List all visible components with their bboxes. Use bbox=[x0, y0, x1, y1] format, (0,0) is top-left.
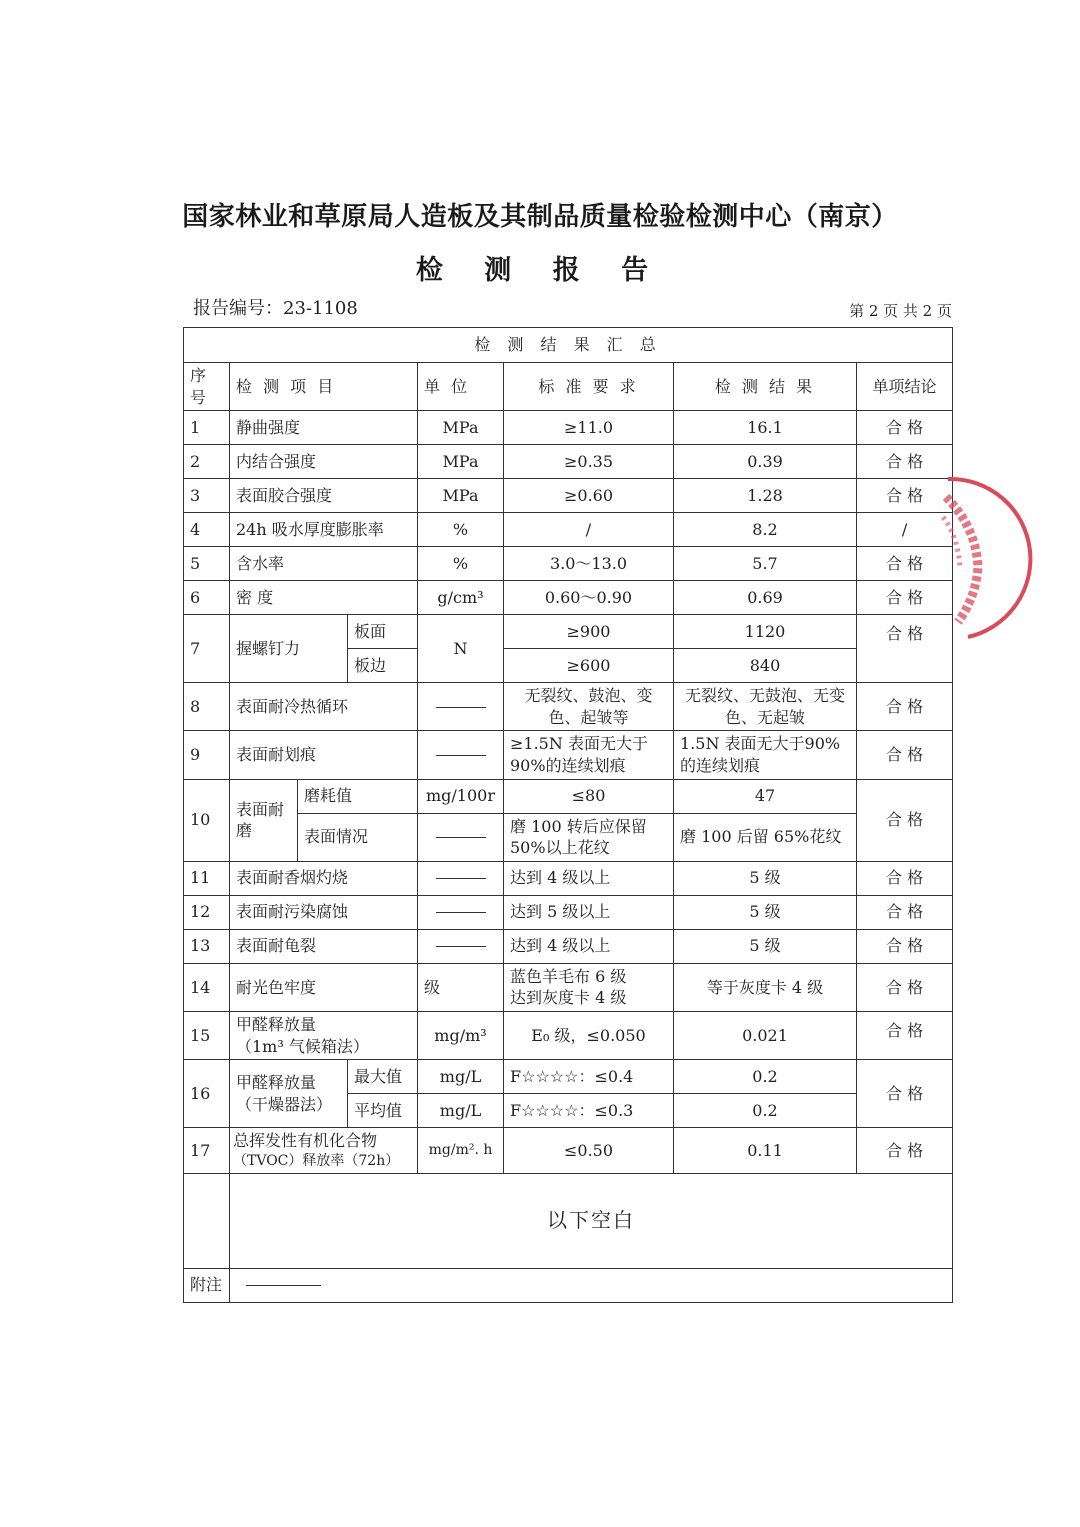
row-requirement: 3.0～13.0 bbox=[504, 547, 674, 581]
row-conclusion: 合 格 bbox=[857, 1011, 953, 1059]
row-requirement: ≥600 bbox=[504, 649, 674, 683]
row-conclusion: / bbox=[857, 513, 953, 547]
row-no: 1 bbox=[184, 411, 230, 445]
row-result: 1.28 bbox=[674, 479, 857, 513]
row-conclusion: 合 格 bbox=[857, 861, 953, 895]
row-no: 8 bbox=[184, 683, 230, 731]
row-unit bbox=[418, 929, 504, 963]
row-item: 表面耐冷热循环 bbox=[230, 683, 418, 731]
row-unit: g/cm³ bbox=[418, 581, 504, 615]
col-header-unit: 单 位 bbox=[418, 363, 504, 411]
item-line-2: （TVOC）释放率（72h） bbox=[233, 1152, 400, 1169]
row-subitem: 磨耗值 bbox=[298, 779, 418, 813]
row-requirement: 达到 4 级以上 bbox=[504, 861, 674, 895]
row-conclusion: 合 格 bbox=[857, 779, 953, 861]
row-result: 0.39 bbox=[674, 445, 857, 479]
row-conclusion: 合 格 bbox=[857, 929, 953, 963]
doc-title: 检 测 报 告 bbox=[415, 255, 665, 286]
row-conclusion: 合 格 bbox=[857, 411, 953, 445]
table-row bbox=[184, 929, 953, 963]
row-unit: 级 bbox=[418, 963, 504, 1011]
table-row bbox=[184, 445, 953, 479]
blank-row bbox=[184, 1173, 953, 1268]
blank-cell bbox=[184, 1173, 230, 1268]
row-item: 表面耐划痕 bbox=[230, 731, 418, 779]
col-header-result: 检 测 结 果 bbox=[674, 363, 857, 411]
row-result: 5 级 bbox=[674, 929, 857, 963]
row-no: 11 bbox=[184, 861, 230, 895]
report-number: 报告编号：23-1108 bbox=[193, 298, 358, 319]
note-label: 附注 bbox=[184, 1268, 230, 1302]
row-item: 表面耐龟裂 bbox=[230, 929, 418, 963]
row-requirement: ≤80 bbox=[504, 779, 674, 813]
row-unit: MPa bbox=[418, 479, 504, 513]
row-requirement: E₀ 级，≤0.050 bbox=[504, 1011, 674, 1059]
row-result: 16.1 bbox=[674, 411, 857, 445]
row-no: 6 bbox=[184, 581, 230, 615]
item-line-1: 甲醛释放量 bbox=[236, 1014, 317, 1034]
row-unit bbox=[418, 813, 504, 861]
col-header-conclusion: 单项结论 bbox=[857, 363, 953, 411]
requirement-line-1: 蓝色羊毛布 6 级 bbox=[510, 966, 627, 986]
dash-line bbox=[436, 946, 486, 947]
row-unit: mg/L bbox=[418, 1094, 504, 1128]
row-result: 1.5N 表面无大于90%的连续划痕 bbox=[674, 731, 857, 779]
table-row bbox=[184, 1011, 953, 1059]
table-header-row bbox=[184, 363, 953, 411]
row-no: 14 bbox=[184, 963, 230, 1011]
row-requirement: ≤0.50 bbox=[504, 1128, 674, 1173]
table-row bbox=[184, 731, 953, 779]
row-unit: mg/100r bbox=[418, 779, 504, 813]
row-requirement: 无裂纹、鼓泡、变色、起皱等 bbox=[504, 683, 674, 731]
dash-line bbox=[436, 837, 486, 838]
table-caption: 检 测 结 果 汇 总 bbox=[184, 328, 953, 363]
table-row bbox=[184, 963, 953, 1011]
row-unit: % bbox=[418, 547, 504, 581]
table-row bbox=[184, 1060, 953, 1094]
row-item: 内结合强度 bbox=[230, 445, 418, 479]
row-no: 5 bbox=[184, 547, 230, 581]
row-requirement: 达到 5 级以上 bbox=[504, 895, 674, 929]
table-row bbox=[184, 547, 953, 581]
row-requirement: ≥11.0 bbox=[504, 411, 674, 445]
row-item: 表面胶合强度 bbox=[230, 479, 418, 513]
row-result: 0.11 bbox=[674, 1128, 857, 1173]
col-header-no: 序号 bbox=[184, 363, 230, 411]
table-row bbox=[184, 1128, 953, 1173]
row-no: 15 bbox=[184, 1011, 230, 1059]
row-result: 0.69 bbox=[674, 581, 857, 615]
table-row bbox=[184, 513, 953, 547]
results-table bbox=[183, 327, 953, 1303]
row-item: 表面耐磨 bbox=[230, 779, 298, 861]
row-result: 无裂纹、无鼓泡、无变色、无起皱 bbox=[674, 683, 857, 731]
table-row bbox=[184, 779, 953, 813]
row-requirement: 磨 100 转后应保留50%以上花纹 bbox=[504, 813, 674, 861]
col-header-requirement: 标 准 要 求 bbox=[504, 363, 674, 411]
row-requirement: ≥0.35 bbox=[504, 445, 674, 479]
row-requirement: ≥0.60 bbox=[504, 479, 674, 513]
note-row bbox=[184, 1268, 953, 1302]
item-line-2: （1m³ 气候箱法） bbox=[236, 1036, 369, 1056]
row-item: 密 度 bbox=[230, 581, 418, 615]
item-line-1: 甲醛释放量 bbox=[236, 1073, 317, 1093]
row-result: 5 级 bbox=[674, 895, 857, 929]
row-subitem: 板边 bbox=[348, 649, 418, 683]
row-unit: MPa bbox=[418, 411, 504, 445]
table-row bbox=[184, 479, 953, 513]
row-item: 握螺钉力 bbox=[230, 615, 348, 683]
row-conclusion: 合 格 bbox=[857, 581, 953, 615]
dash-line bbox=[436, 878, 486, 879]
dash-line bbox=[436, 755, 486, 756]
row-unit bbox=[418, 731, 504, 779]
row-item: 24h 吸水厚度膨胀率 bbox=[230, 513, 418, 547]
row-no: 4 bbox=[184, 513, 230, 547]
table-row bbox=[184, 813, 953, 861]
row-requirement: F☆☆☆☆：≤0.3 bbox=[504, 1094, 674, 1128]
row-result: 840 bbox=[674, 649, 857, 683]
row-no: 16 bbox=[184, 1060, 230, 1128]
row-conclusion: 合 格 bbox=[857, 963, 953, 1011]
note-value bbox=[230, 1268, 953, 1302]
row-no: 10 bbox=[184, 779, 230, 861]
row-result: 磨 100 后留 65%花纹 bbox=[674, 813, 857, 861]
row-requirement: ≥1.5N 表面无大于90%的连续划痕 bbox=[504, 731, 674, 779]
page-number: 第 2 页 共 2 页 bbox=[849, 302, 952, 320]
row-result: 47 bbox=[674, 779, 857, 813]
row-requirement: 达到 4 级以上 bbox=[504, 929, 674, 963]
table-row bbox=[184, 861, 953, 895]
row-item: 表面耐香烟灼烧 bbox=[230, 861, 418, 895]
item-line-1: 总挥发性有机化合物 bbox=[233, 1131, 378, 1151]
row-subitem: 表面情况 bbox=[298, 813, 418, 861]
row-result: 5.7 bbox=[674, 547, 857, 581]
row-result: 0.021 bbox=[674, 1011, 857, 1059]
row-result: 0.2 bbox=[674, 1094, 857, 1128]
row-item: 静曲强度 bbox=[230, 411, 418, 445]
row-requirement: 0.60～0.90 bbox=[504, 581, 674, 615]
org-name: 国家林业和草原局人造板及其制品质量检验检测中心（南京） bbox=[182, 202, 898, 232]
row-unit: mg/L bbox=[418, 1060, 504, 1094]
dash-line bbox=[246, 1285, 321, 1286]
row-unit: mg/m³ bbox=[418, 1011, 504, 1059]
row-result: 5 级 bbox=[674, 861, 857, 895]
row-item bbox=[230, 1128, 418, 1173]
row-result: 8.2 bbox=[674, 513, 857, 547]
dash-line bbox=[436, 912, 486, 913]
row-conclusion: 合 格 bbox=[857, 1060, 953, 1128]
row-no: 13 bbox=[184, 929, 230, 963]
row-no: 17 bbox=[184, 1128, 230, 1173]
row-item bbox=[230, 1060, 348, 1128]
row-unit: % bbox=[418, 513, 504, 547]
row-requirement bbox=[504, 963, 674, 1011]
row-item: 表面耐污染腐蚀 bbox=[230, 895, 418, 929]
table-row bbox=[184, 895, 953, 929]
row-unit: N bbox=[418, 615, 504, 683]
row-subitem: 最大值 bbox=[348, 1060, 418, 1094]
table-row bbox=[184, 615, 953, 649]
table-row bbox=[184, 581, 953, 615]
row-conclusion: 合 格 bbox=[857, 731, 953, 779]
row-conclusion: 合 格 bbox=[857, 895, 953, 929]
row-conclusion: 合 格 bbox=[857, 683, 953, 731]
row-subitem: 平均值 bbox=[348, 1094, 418, 1128]
row-no: 12 bbox=[184, 895, 230, 929]
row-requirement: ≥900 bbox=[504, 615, 674, 649]
stamp-lettering-inner bbox=[943, 517, 960, 567]
row-subitem: 板面 bbox=[348, 615, 418, 649]
row-no: 2 bbox=[184, 445, 230, 479]
row-conclusion: 合 格 bbox=[857, 547, 953, 581]
row-conclusion: 合 格 bbox=[857, 1128, 953, 1173]
row-conclusion: 合 格 bbox=[857, 445, 953, 479]
row-unit: mg/m². h bbox=[418, 1128, 504, 1173]
row-no: 3 bbox=[184, 479, 230, 513]
row-no: 7 bbox=[184, 615, 230, 683]
row-no: 9 bbox=[184, 731, 230, 779]
stamp-lettering bbox=[946, 497, 978, 622]
official-seal-stamp bbox=[938, 467, 1068, 647]
row-requirement: / bbox=[504, 513, 674, 547]
row-result: 0.2 bbox=[674, 1060, 857, 1094]
row-item: 含水率 bbox=[230, 547, 418, 581]
row-result: 1120 bbox=[674, 615, 857, 649]
row-conclusion: 合 格 bbox=[857, 615, 953, 683]
row-unit bbox=[418, 683, 504, 731]
row-conclusion: 合 格 bbox=[857, 479, 953, 513]
row-unit: MPa bbox=[418, 445, 504, 479]
table-row bbox=[184, 411, 953, 445]
table-row bbox=[184, 683, 953, 731]
col-header-item: 检 测 项 目 bbox=[230, 363, 418, 411]
requirement-line-2: 达到灰度卡 4 级 bbox=[510, 988, 627, 1008]
blank-text: 以下空白 bbox=[230, 1173, 953, 1268]
row-item bbox=[230, 1011, 418, 1059]
row-item: 耐光色牢度 bbox=[230, 963, 418, 1011]
row-result: 等于灰度卡 4 级 bbox=[674, 963, 857, 1011]
row-unit bbox=[418, 861, 504, 895]
row-requirement: F☆☆☆☆：≤0.4 bbox=[504, 1060, 674, 1094]
dash-line bbox=[436, 707, 486, 708]
row-unit bbox=[418, 895, 504, 929]
item-line-2: （干燥器法） bbox=[236, 1094, 333, 1114]
